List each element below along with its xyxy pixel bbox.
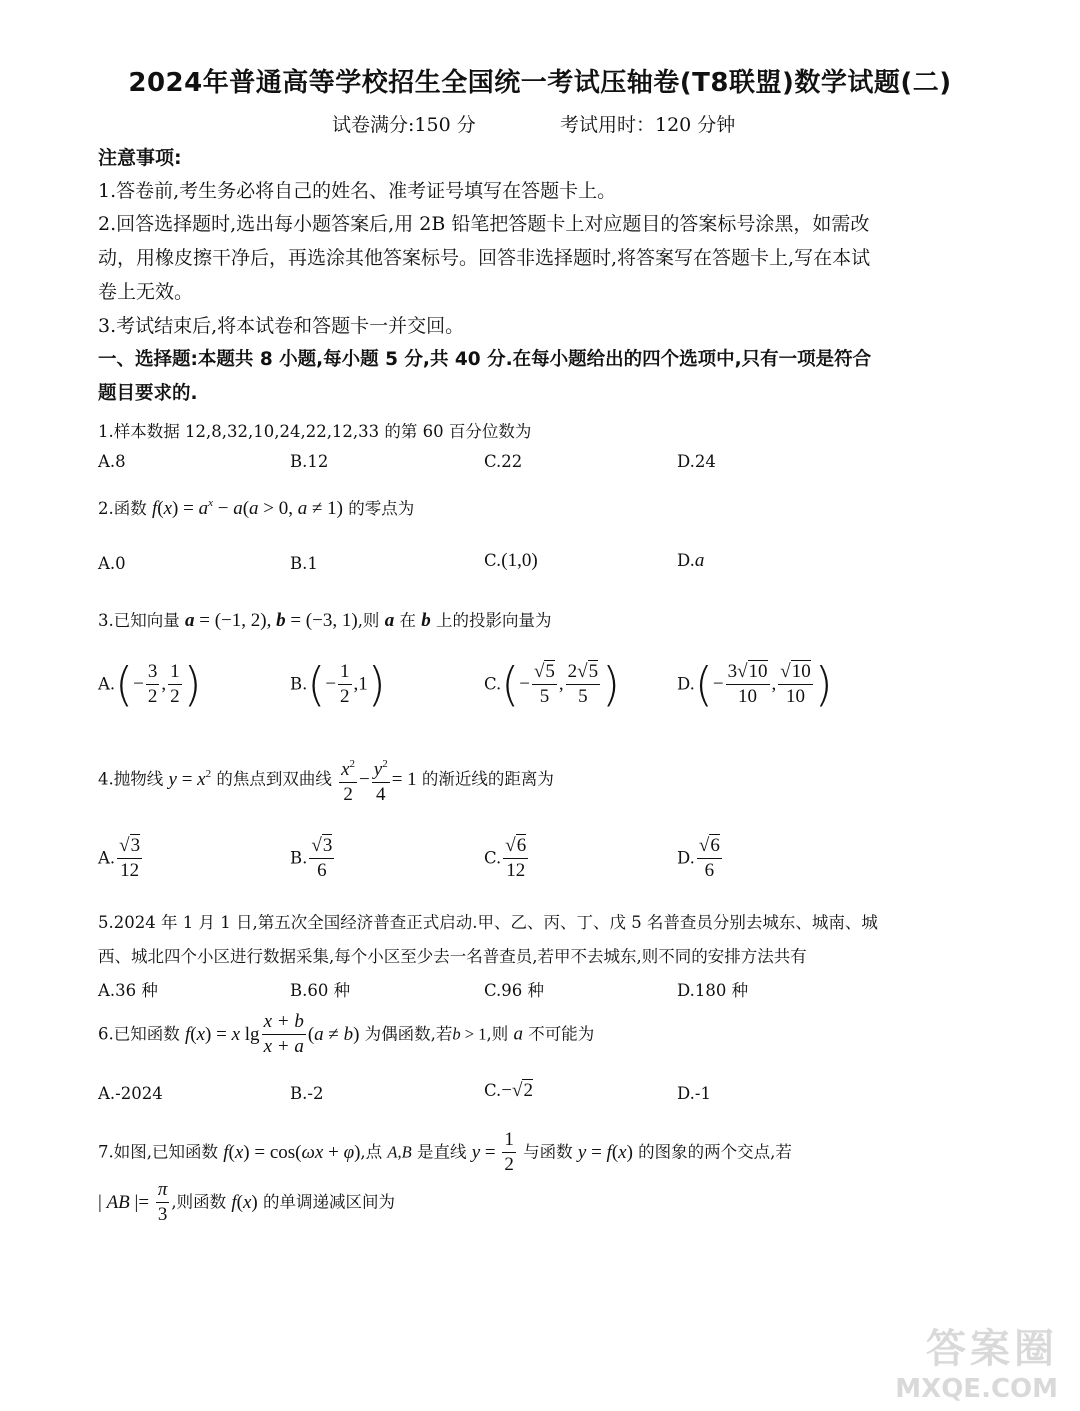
question-7-function: y = f(x) [577, 1141, 633, 1163]
notice-item-2-line-2: 动，用橡皮擦干净后，再选涂其他答案标号。回答非选择题时,将答案写在答题卡上,写在本试 [98, 247, 871, 269]
question-1-option-c: C.22 [484, 452, 523, 471]
question-6-stem: 6.已知函数 f(x) = x lg $\frac{x + b}{x + a}$ (a ≠ b) 为偶函数,若b > 1,则 a 不可能为 [98, 1011, 595, 1057]
question-7-ab-length: | AB |= $\frac{\pi}{3}$ [98, 1179, 168, 1225]
question-5-option-d: D.180 种 [677, 981, 749, 1000]
question-2-option-b: B.1 [290, 554, 318, 573]
question-6-option-a: A.-2024 [98, 1084, 163, 1103]
question-4-parabola: $y = x^2$ [168, 767, 212, 790]
full-score: 试卷满分:150 分 [332, 114, 476, 136]
question-3-option-a: A.(− $\frac{3}{2}$ , $\frac{1}{2}$ ) [98, 657, 202, 712]
question-4-option-a: A. $\frac{√3}{12}$ [98, 835, 141, 881]
section-heading-line-2: 题目要求的. [98, 383, 198, 404]
question-5-option-c: C.96 种 [484, 981, 545, 1000]
exam-time: 考试用时：120 分钟 [560, 114, 736, 136]
question-1-option-d: D.24 [677, 452, 716, 471]
question-3-option-c: C.(− $\frac{√5}{5}$ , $\frac{2√5}{5}$ ) [484, 657, 621, 712]
question-4-option-c: C. $\frac{√6}{12}$ [484, 835, 527, 881]
question-3-vectors: a = (−1, 2), b = (−3, 1) [185, 610, 358, 631]
section-heading-line-1: 一、选择题:本题共 8 小题,每小题 5 分,共 40 分.在每小题给出的四个选项中,只有一项是符合 [98, 349, 872, 370]
notice-heading: 注意事项: [98, 147, 182, 169]
notice-item-1: 1.答卷前,考生务必将自己的姓名、准考证号填写在答题卡上。 [98, 180, 617, 202]
question-2-stem [98, 495, 414, 520]
notice-item-2-line-1: 2.回答选择题时,选出每小题答案后,用 2B 铅笔把答题卡上对应题目的答案标号涂黑，如需改 [98, 213, 870, 235]
question-4-option-d: D. $\frac{√6}{6}$ [677, 835, 720, 881]
question-1-option-a: A.8 [98, 452, 126, 471]
notice-item-3: 3.考试结束后,将本试卷和答题卡一并交回。 [98, 315, 465, 337]
question-7-points: A,B [387, 1142, 412, 1162]
question-5-option-b: B.60 种 [290, 981, 351, 1000]
page-title: 2024年普通高等学校招生全国统一考试压轴卷(T8联盟)数学试题(二) [128, 68, 952, 98]
question-3-option-d: D.(− $\frac{3√10}{10}$ , $\frac{√10}{10}$ ) [677, 657, 833, 712]
vector-a-symbol: a [384, 610, 395, 631]
question-4-option-b: B. $\frac{√3}{6}$ [290, 835, 333, 881]
question-2-prefix: 2.函数 [98, 499, 147, 518]
question-2-option-c: C.(1,0) [484, 550, 538, 571]
notice-item-2-line-3: 卷上无效。 [98, 281, 194, 303]
question-1-stem: 1.样本数据 12,8,32,10,24,22,12,33 的第 60 百分位数为 [98, 422, 532, 441]
question-6-formula: f(x) = x lg $\frac{x + b}{x + a}$ (a ≠ b) [185, 1011, 360, 1057]
question-5-stem-line-2: 西、城北四个小区进行数据采集,每个小区至少去一名普查员,若甲不去城东,则不同的安排方法共有 [98, 947, 807, 966]
question-7-line: y = $\frac{1}{2}$ [471, 1129, 514, 1175]
question-6-option-b: B.-2 [290, 1084, 324, 1103]
question-7-stem-line-1: 7.如图,已知函数 f(x) = cos(ωx + φ),点 A,B 是直线 y = $\frac{1}{2}$ 与函数 y = f(x) 的图象的两个交点,若 [98, 1129, 792, 1175]
question-5-option-a: A.36 种 [98, 981, 158, 1000]
question-7-stem-line-2: | AB |= $\frac{\pi}{3}$ ,则函数 f(x) 的单调递减区间为 [98, 1179, 395, 1225]
question-6-option-d: D.-1 [677, 1084, 711, 1103]
question-4-stem: 4.抛物线 $y = x^2$ 的焦点到双曲线 $\frac{x^2}{2}$ − $\frac{y^2}{4}$ = 1 的渐近线的距离为 [98, 752, 554, 807]
watermark-top-text: 答案圈 [926, 1326, 1058, 1372]
watermark-bottom-text: MXQE.COM [895, 1374, 1058, 1404]
question-2-option-a: A.0 [98, 554, 126, 573]
question-2-suffix: 的零点为 [348, 499, 415, 518]
question-6-variable-a: a [513, 1023, 523, 1045]
question-6-condition: b [452, 1024, 461, 1044]
question-2-formula: $f(x) = a^x - a(a > 0$, a ≠ 1) [152, 497, 344, 519]
question-4-hyperbola: $\frac{x^2}{2}$ − $\frac{y^2}{4}$ = 1 [337, 768, 417, 790]
question-3-option-b: B.(− $\frac{1}{2}$ ,1) [290, 657, 386, 712]
question-3-stem: 3.已知向量 a = (−1, 2), b = (−3, 1),则 a 在 b 上的投影向量为 [98, 610, 552, 631]
question-1-option-b: B.12 [290, 452, 329, 471]
question-2-option-d: D.a [677, 550, 705, 571]
vector-b-symbol: b [421, 610, 431, 631]
watermark-logo [878, 1317, 1058, 1403]
question-6-option-c: C.−√2 [484, 1080, 533, 1101]
question-5-stem-line-1: 5.2024 年 1 月 1 日,第五次全国经济普查正式启动.甲、乙、丙、丁、戊 5 名普查员分别去城东、城南、城 [98, 913, 878, 932]
question-7-formula: f(x) = cos(ωx + φ) [223, 1141, 361, 1163]
